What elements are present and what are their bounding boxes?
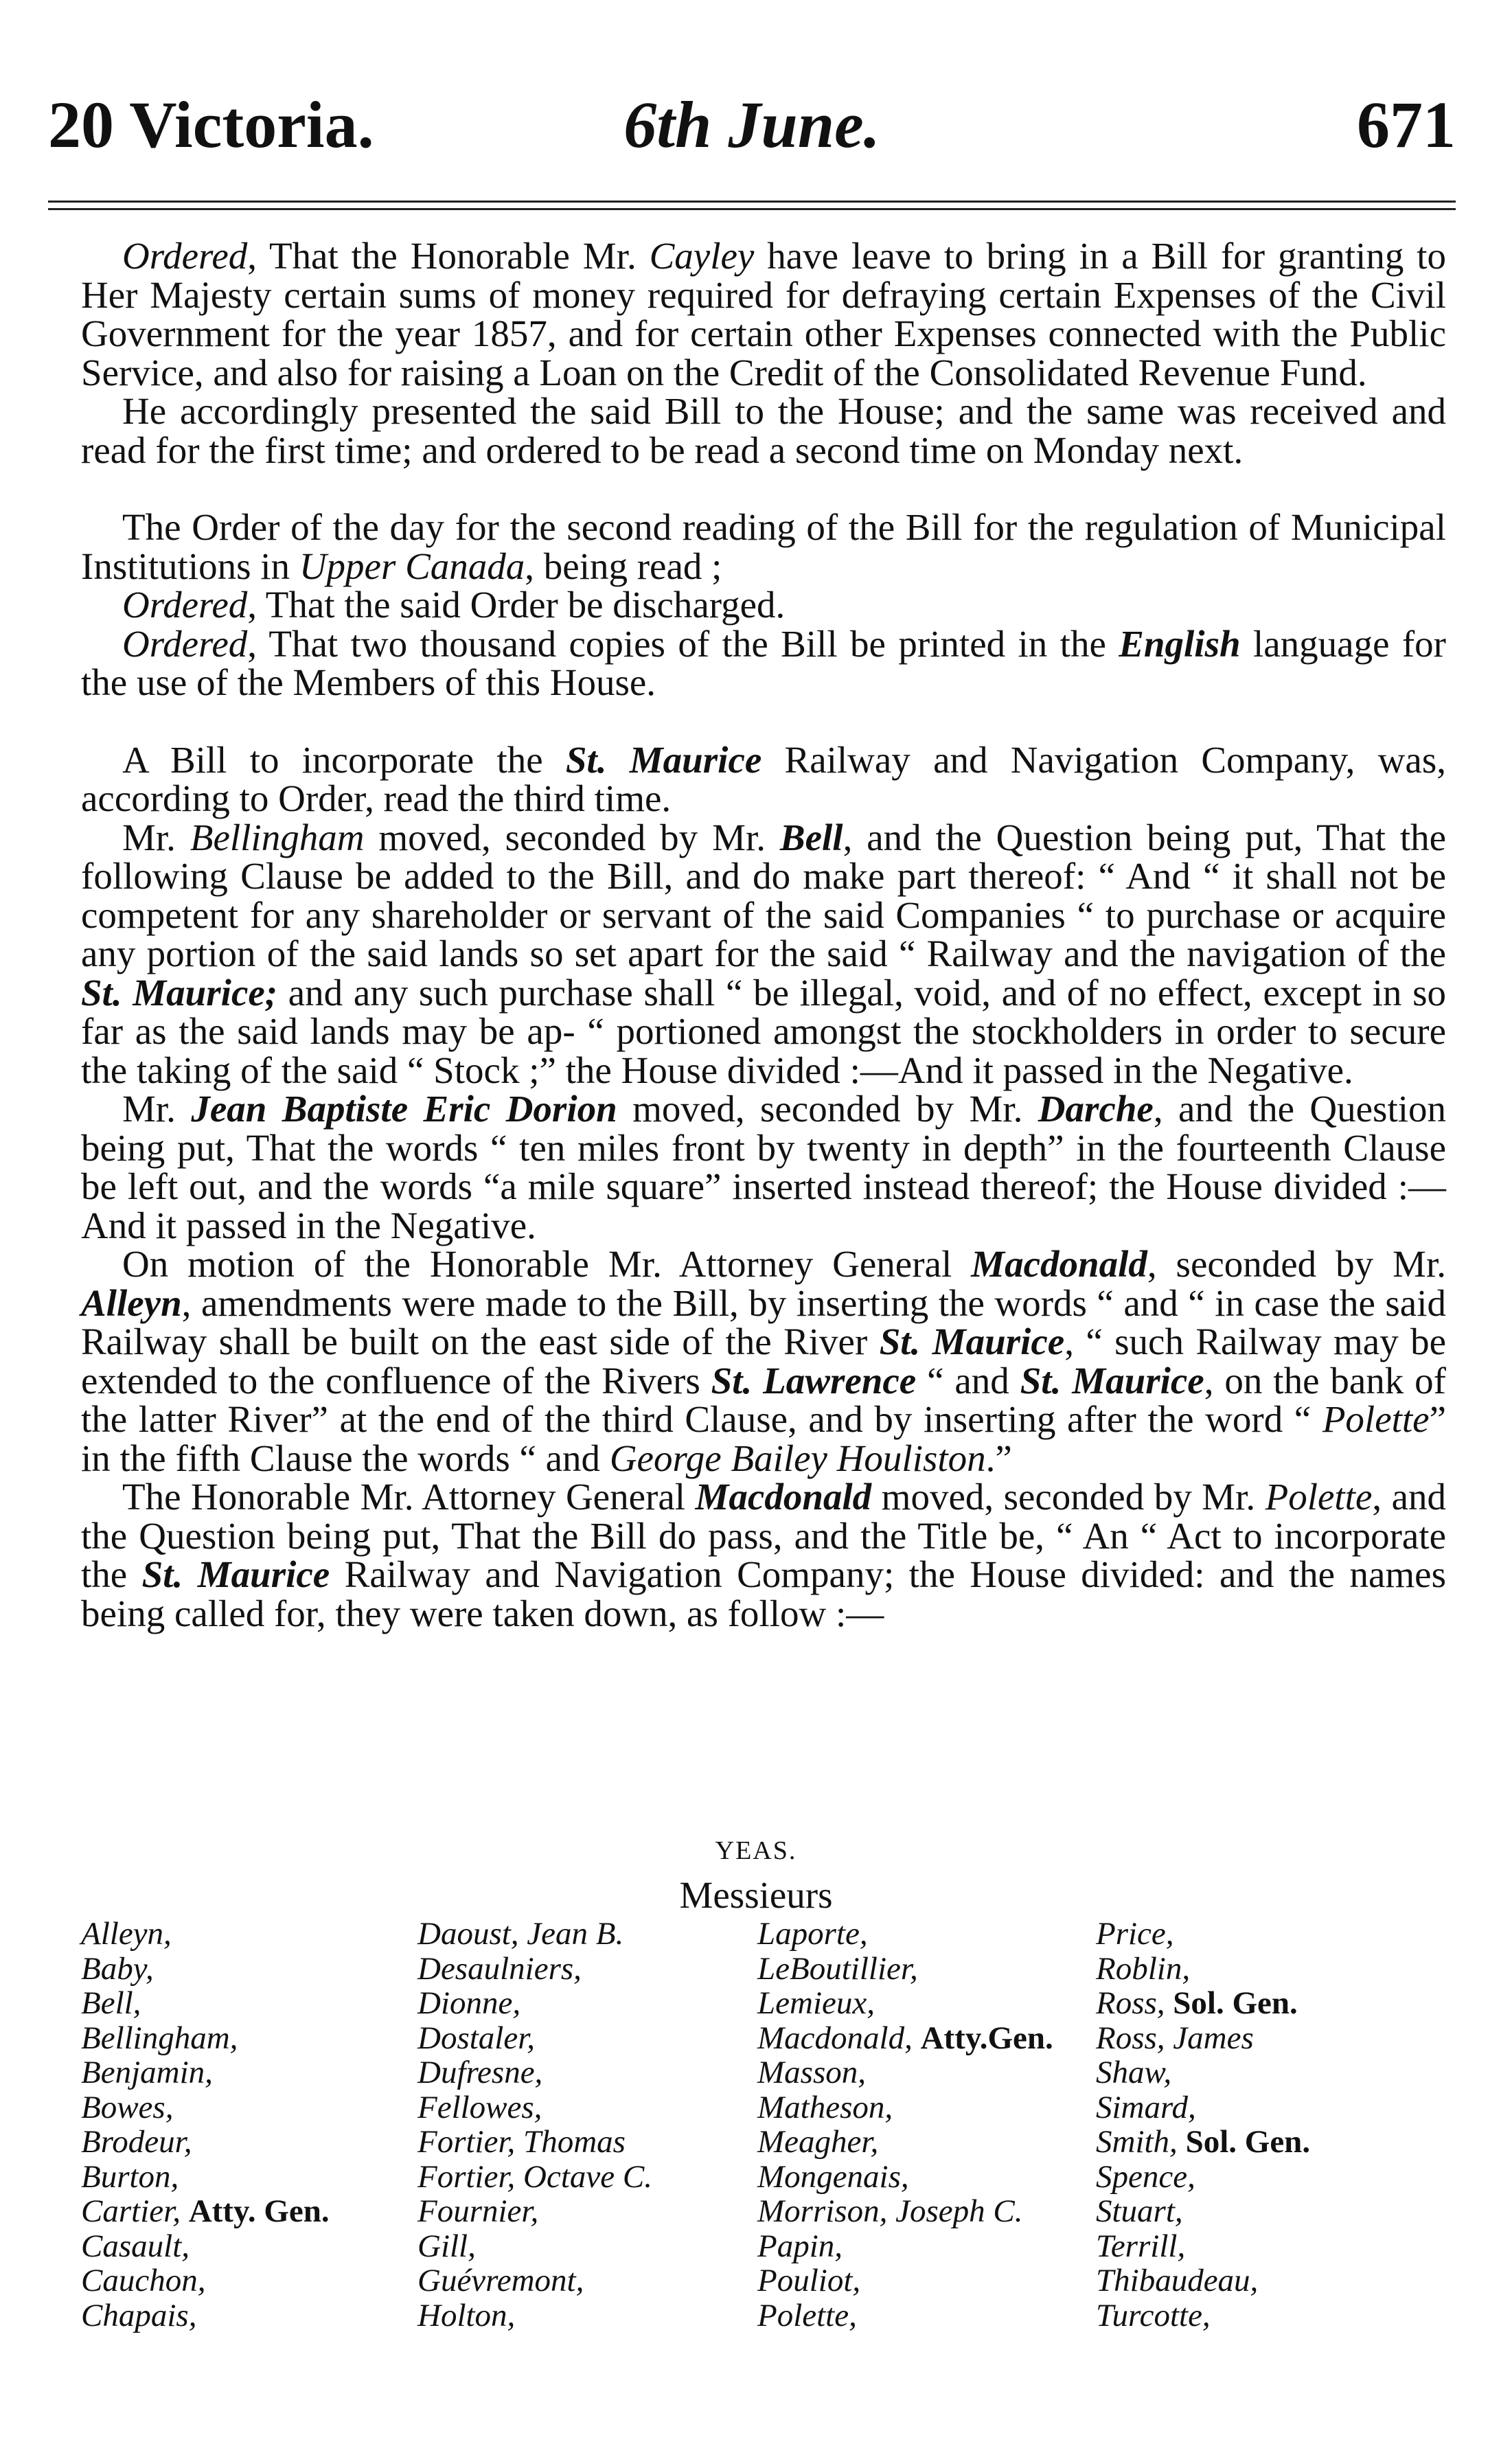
text-span: ” in the fifth Clause the words “ and <box>81 1398 1446 1479</box>
member-name-entry <box>757 1951 918 1987</box>
member-surname: Dostaler, <box>417 2020 536 2056</box>
member-surname: Daoust, Jean B. <box>417 1916 624 1952</box>
name-row <box>81 2263 1446 2298</box>
member-name-entry <box>417 1951 582 1987</box>
member-name-entry <box>81 1916 172 1952</box>
header-rule-bottom <box>48 208 1456 210</box>
member-name-entry <box>1096 1951 1190 1987</box>
text-span: , seconded by Mr. <box>1147 1243 1446 1285</box>
member-surname: Cartier, <box>81 2193 181 2229</box>
text-span: , and the Question being put, That the words “ ten miles front by twenty in depth” in the fourteenth Clause be left out, and the words “a mile square” inserted instead thereof; the House divided :—And it passed in the Negative. <box>81 1088 1447 1246</box>
member-name: Bell <box>779 816 843 858</box>
member-name-entry <box>417 2159 652 2195</box>
yeas-name-list <box>81 1916 1446 2332</box>
member-surname: Guévremont, <box>417 2263 584 2298</box>
member-name-entry <box>417 2020 535 2056</box>
member-name-entry <box>81 2193 330 2229</box>
member-name-entry <box>81 2159 179 2195</box>
member-name-entry <box>757 2124 878 2160</box>
text-span: , That the said Order be discharged. <box>247 584 786 626</box>
paragraph-bill-pass-motion <box>81 1478 1446 1633</box>
name-row <box>81 2020 1446 2055</box>
member-surname: Benjamin, <box>81 2055 213 2090</box>
text-span: , That the Honorable Mr. <box>247 235 650 277</box>
member-surname: Stuart, <box>1096 2193 1183 2229</box>
member-surname: Dufresne, <box>417 2055 543 2090</box>
member-surname: Fortier, Thomas <box>417 2124 626 2160</box>
place-name: St. Maurice; <box>81 971 278 1014</box>
member-surname: Smith, <box>1096 2124 1178 2160</box>
place-name: Upper Canada <box>299 545 525 587</box>
member-surname: Price, <box>1096 1916 1174 1952</box>
member-surname: Matheson, <box>757 2089 893 2125</box>
member-name: Macdonald <box>971 1243 1147 1285</box>
member-title: Atty. Gen. <box>188 2193 330 2229</box>
paragraph-amendments <box>81 1245 1446 1478</box>
member-surname: Turcotte, <box>1096 2297 1211 2333</box>
member-surname: Bowes, <box>81 2089 174 2125</box>
member-name-entry <box>81 2298 196 2333</box>
paragraph-order-discharged <box>81 586 1446 625</box>
member-name-entry <box>417 2228 476 2264</box>
text-span: , on the bank of the latter River” at the end of the third Clause, and by inserting after the word “ <box>81 1359 1447 1440</box>
member-surname: Fellowes, <box>417 2089 542 2125</box>
member-surname: Masson, <box>757 2055 866 2090</box>
member-surname: Chapais, <box>81 2297 197 2333</box>
member-name-entry <box>417 1916 623 1952</box>
member-surname: Casault, <box>81 2228 190 2264</box>
member-surname: Fortier, Octave C. <box>417 2158 652 2195</box>
paragraph-copies-printed <box>81 622 1446 703</box>
name-row <box>81 2298 1446 2333</box>
member-surname: Terrill, <box>1096 2228 1186 2264</box>
paragraph-order-of-day <box>81 508 1446 586</box>
member-name-entry <box>1096 2020 1254 2056</box>
ordered-word: Ordered <box>122 235 248 277</box>
member-name-entry <box>757 2055 866 2090</box>
member-surname: Roblin, <box>1096 1950 1191 1987</box>
ordered-word: Ordered <box>122 584 248 626</box>
text-span: , amendments were made to the Bill, by inserting the words “ and “ in case the said Railway shall be built on the east side of the River <box>81 1281 1446 1362</box>
member-name-entry <box>81 2124 192 2160</box>
member-name-entry <box>757 1916 868 1952</box>
text-span: , and the Question being put, That the following Clause be added to the Bill, and do make part thereof: “ And “ it shall not be competent for any shareholder or servant of the said Companies “ to purchase or acquire any portion of the said lands so set apart for the said “ Railway and the navigation of the <box>81 816 1447 974</box>
member-surname: Mongenais, <box>757 2158 909 2195</box>
member-surname: Bellingham, <box>81 2020 238 2056</box>
member-name-entry <box>1096 2263 1258 2298</box>
text-span: The Honorable Mr. Attorney General <box>122 1476 696 1518</box>
member-name-entry <box>417 2090 542 2125</box>
text-span: .” <box>985 1437 1012 1479</box>
text-span: Railway and Navigation Company, was, according to Order, read the third time. <box>81 738 1446 819</box>
member-name-entry <box>757 2193 1022 2229</box>
text-span: , being read ; <box>525 545 722 587</box>
member-title: Sol. Gen. <box>1185 2124 1311 2160</box>
member-surname: Ross, James <box>1096 2020 1254 2056</box>
paragraph-first-reading: He accordingly presented the said Bill to the House; and the same was received and read for the first time; and ordered to be read a second time on Monday next. <box>81 390 1446 471</box>
member-name: Darche <box>1038 1088 1154 1130</box>
member-title: Atty.Gen. <box>920 2020 1053 2056</box>
paragraph-bellingham-clause <box>81 816 1447 1091</box>
member-name-entry <box>757 1985 875 2021</box>
page-body <box>81 237 1446 1633</box>
member-name: Bellingham <box>190 816 365 858</box>
language-name: English <box>1119 622 1241 665</box>
member-surname: Shaw, <box>1096 2055 1172 2090</box>
text-span: and any such purchase shall “ be illegal, void, and of no effect, except in so far as the said lands may be ap- “ portioned amongst the stockholders in order to secure the taking of the said “ Stock ;” the House divided :—And it passed in the Negative. <box>81 971 1446 1091</box>
member-name: Alleyn <box>81 1281 182 1324</box>
person-name: George Bailey Houliston <box>609 1437 986 1479</box>
member-name-entry <box>417 2193 538 2229</box>
member-surname: Dionne, <box>417 1985 521 2021</box>
member-name-entry <box>1096 2055 1171 2090</box>
member-name-entry <box>417 2263 584 2298</box>
member-surname: Meagher, <box>757 2124 879 2160</box>
name-row <box>81 2090 1446 2125</box>
text-span: , and the Question being put, That the Bill do pass, and the Title be, “ An “ Act to incorporate the <box>81 1476 1446 1595</box>
member-surname: Holton, <box>417 2297 516 2333</box>
text-span: “ and <box>916 1359 1020 1402</box>
header-rule-top <box>48 201 1456 203</box>
member-surname: Spence, <box>1096 2158 1195 2195</box>
text-span: language for the use of the Members of this House. <box>81 622 1446 703</box>
text-span: Railway and Navigation Company; the House divided: and the names being called for, they were taken down, as follow :— <box>81 1553 1446 1634</box>
text-span: , “ such Railway may be extended to the confluence of the Rivers <box>81 1321 1447 1402</box>
name-row <box>81 2159 1446 2194</box>
member-surname: Burton, <box>81 2158 179 2195</box>
name-row <box>81 2124 1446 2159</box>
member-surname: Polette, <box>757 2297 857 2333</box>
text-span: Mr. <box>122 816 190 858</box>
member-name: Macdonald <box>695 1476 872 1518</box>
name-row <box>81 1951 1446 1986</box>
member-name-entry <box>757 2159 909 2195</box>
yeas-heading: YEAS. <box>715 1836 797 1865</box>
member-name-entry <box>757 2298 857 2333</box>
member-name-entry <box>1096 2228 1185 2264</box>
name-row <box>81 1916 1446 1951</box>
member-name-entry <box>1096 1916 1174 1952</box>
member-name-entry <box>757 2228 843 2264</box>
text-span: have leave to bring in a Bill for granting to Her Majesty certain sums of money required for defraying certain Expenses of the Civil Government for the year 1857, and for certain other Expenses connected with the Public Service, and also for raising a Loan on the Credit of the Consolidated Revenue Fund. <box>81 235 1447 393</box>
member-surname: Papin, <box>757 2228 843 2264</box>
member-name-entry <box>81 2263 205 2298</box>
member-name-entry <box>1096 2159 1195 2195</box>
member-name-entry <box>417 1985 520 2021</box>
member-name-entry <box>81 2020 238 2056</box>
text-span: , That two thousand copies of the Bill be printed in the <box>247 622 1119 665</box>
member-surname: Lemieux, <box>757 1985 875 2021</box>
member-name-entry <box>417 2298 515 2333</box>
regnal-year: 20 Victoria. <box>48 88 374 161</box>
member-name-entry <box>1096 2193 1183 2229</box>
member-surname: LeBoutillier, <box>757 1950 918 1987</box>
paragraph-dorion-motion <box>81 1090 1446 1245</box>
member-surname: Pouliot, <box>757 2263 861 2298</box>
member-surname: Brodeur, <box>81 2124 192 2160</box>
member-name-entry <box>417 2055 542 2090</box>
text-span: Mr. <box>122 1088 192 1130</box>
member-name: Polette <box>1322 1398 1430 1440</box>
member-name: Polette <box>1265 1476 1373 1518</box>
member-name-entry <box>81 1985 141 2021</box>
member-name-entry <box>1096 2124 1310 2160</box>
member-name-entry <box>757 2020 1053 2056</box>
member-name-entry <box>81 1951 154 1987</box>
member-surname: Ross, <box>1096 1985 1165 2021</box>
member-name-entry <box>417 2124 626 2160</box>
page-number: 671 <box>1357 88 1456 161</box>
paragraph-leave-bill <box>81 237 1446 392</box>
member-name-entry <box>81 2228 190 2264</box>
member-surname: Alleyn, <box>81 1916 172 1952</box>
member-name-entry <box>1096 2298 1211 2333</box>
ordered-word: Ordered <box>122 622 248 665</box>
member-name-entry <box>81 2090 173 2125</box>
text-span: moved, seconded by Mr. <box>617 1088 1038 1130</box>
text-span: moved, seconded by Mr. <box>364 816 780 858</box>
member-surname: Simard, <box>1096 2089 1196 2125</box>
member-name: Cayley <box>649 235 755 277</box>
place-name: St. Maurice <box>141 1553 330 1595</box>
page-header <box>48 84 1456 173</box>
member-surname: Cauchon, <box>81 2263 206 2298</box>
member-surname: Morrison, Joseph C. <box>757 2193 1023 2229</box>
member-name-entry <box>1096 2090 1196 2125</box>
member-surname: Gill, <box>417 2228 476 2264</box>
place-name: St. Maurice <box>879 1321 1065 1362</box>
name-row <box>81 1985 1446 2020</box>
name-row <box>81 2228 1446 2263</box>
member-surname: Bell, <box>81 1985 141 2021</box>
text-span: moved, seconded by Mr. <box>871 1476 1265 1518</box>
place-name: St. Maurice <box>1020 1359 1204 1402</box>
header-date: 6th June. <box>623 88 880 161</box>
member-title: Sol. Gen. <box>1173 1985 1298 2021</box>
member-surname: Laporte, <box>757 1916 868 1952</box>
text-span: A Bill to incorporate the <box>122 738 566 781</box>
member-surname: Desaulniers, <box>417 1950 582 1987</box>
messieurs-heading: Messieurs <box>679 1874 833 1916</box>
member-name-entry <box>81 2055 213 2090</box>
member-surname: Baby, <box>81 1950 154 1987</box>
place-name: St. Maurice <box>565 738 762 781</box>
member-surname: Thibaudeau, <box>1096 2263 1259 2298</box>
member-surname: Fournier, <box>417 2193 539 2229</box>
member-name-entry <box>757 2090 893 2125</box>
text-span: On motion of the Honorable Mr. Attorney General <box>122 1243 972 1285</box>
name-row <box>81 2193 1446 2228</box>
member-surname: Macdonald, <box>757 2020 913 2056</box>
member-name-entry <box>1096 1985 1298 2021</box>
member-name: Jean Baptiste Eric Dorion <box>191 1088 617 1130</box>
place-name: St. Lawrence <box>711 1359 917 1402</box>
member-name-entry <box>757 2263 860 2298</box>
paragraph-third-reading <box>81 738 1446 819</box>
text-span: The Order of the day for the second reading of the Bill for the regulation of Municipal Institutions in <box>81 506 1446 587</box>
name-row <box>81 2055 1446 2090</box>
